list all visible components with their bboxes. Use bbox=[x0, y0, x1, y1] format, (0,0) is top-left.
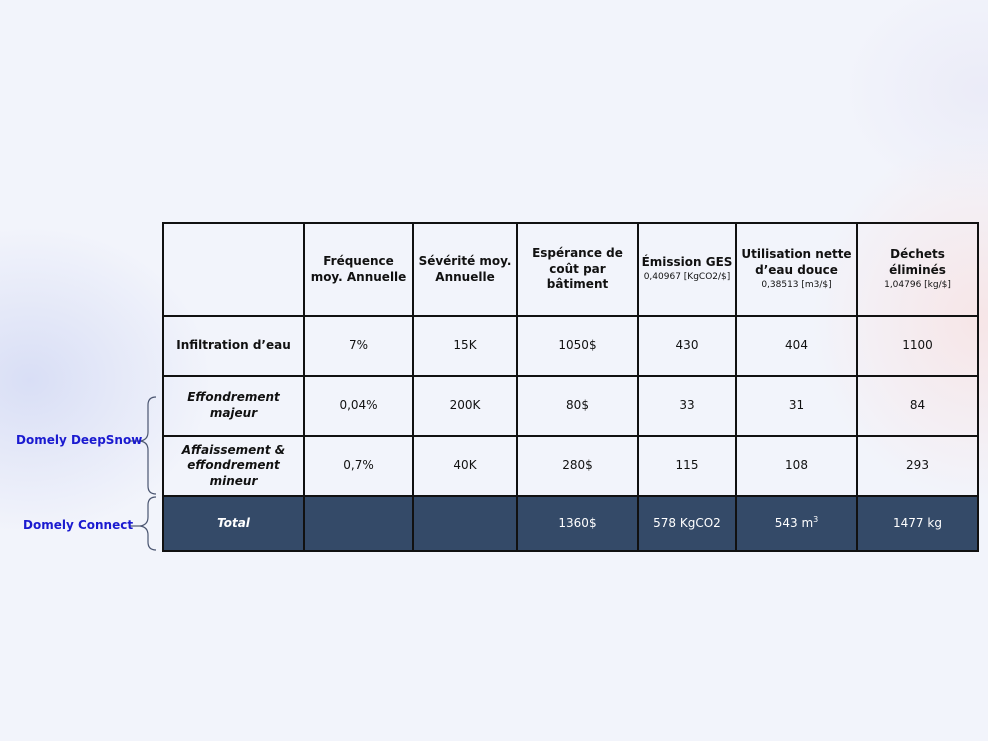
cell-ghg: 115 bbox=[638, 436, 736, 496]
cell-severity: 15K bbox=[413, 316, 517, 376]
header-waste: Déchets éliminés 1,04796 [kg/$] bbox=[857, 223, 978, 316]
table-row bbox=[163, 316, 978, 376]
header-ghg: Émission GES 0,40967 [KgCO2/$] bbox=[638, 223, 736, 316]
cell-ghg: 430 bbox=[638, 316, 736, 376]
cell-water: 31 bbox=[736, 376, 857, 436]
cell-ghg: 33 bbox=[638, 376, 736, 436]
total-water bbox=[736, 496, 857, 551]
cell-cost: 1050$ bbox=[517, 316, 638, 376]
header-severity: Sévérité moy. Annuelle bbox=[413, 223, 517, 316]
cell-waste: 293 bbox=[857, 436, 978, 496]
header-empty-cell bbox=[163, 223, 304, 316]
domely-connect-label: Domely Connect bbox=[23, 518, 134, 532]
cell-waste: 84 bbox=[857, 376, 978, 436]
total-water-exponent: 3 bbox=[813, 515, 819, 525]
deepsnow-bracket bbox=[140, 397, 156, 494]
header-row bbox=[163, 223, 978, 316]
cell-cost: 80$ bbox=[517, 376, 638, 436]
cell-severity: 40K bbox=[413, 436, 517, 496]
total-frequency bbox=[304, 496, 413, 551]
cell-frequency: 0,04% bbox=[304, 376, 413, 436]
total-water-value: 543 m bbox=[774, 516, 814, 531]
row-label: Effondrement majeur bbox=[163, 376, 304, 436]
cell-frequency: 0,7% bbox=[304, 436, 413, 496]
header-cost: Espérance de coût par bâtiment bbox=[517, 223, 638, 316]
table-row bbox=[163, 436, 978, 496]
row-label: Infiltration d’eau bbox=[163, 316, 304, 376]
cell-water: 108 bbox=[736, 436, 857, 496]
header-frequency: Fréquence moy. Annuelle bbox=[304, 223, 413, 316]
cost-table bbox=[162, 222, 979, 552]
row-label: Affaissement & effondrement mineur bbox=[163, 436, 304, 496]
total-label: Total bbox=[163, 496, 304, 551]
total-ghg: 578 KgCO2 bbox=[638, 496, 736, 551]
cell-waste: 1100 bbox=[857, 316, 978, 376]
total-severity bbox=[413, 496, 517, 551]
total-waste: 1477 kg bbox=[857, 496, 978, 551]
table-row bbox=[163, 376, 978, 436]
cell-severity: 200K bbox=[413, 376, 517, 436]
header-water: Utilisation nette d’eau douce 0,38513 [m3/$] bbox=[736, 223, 857, 316]
domely-deepsnow-label: Domely DeepSnow bbox=[16, 433, 143, 447]
total-cost: 1360$ bbox=[517, 496, 638, 551]
connect-bracket bbox=[140, 497, 156, 550]
cell-frequency: 7% bbox=[304, 316, 413, 376]
total-row bbox=[163, 496, 978, 551]
cell-cost: 280$ bbox=[517, 436, 638, 496]
cell-water: 404 bbox=[736, 316, 857, 376]
